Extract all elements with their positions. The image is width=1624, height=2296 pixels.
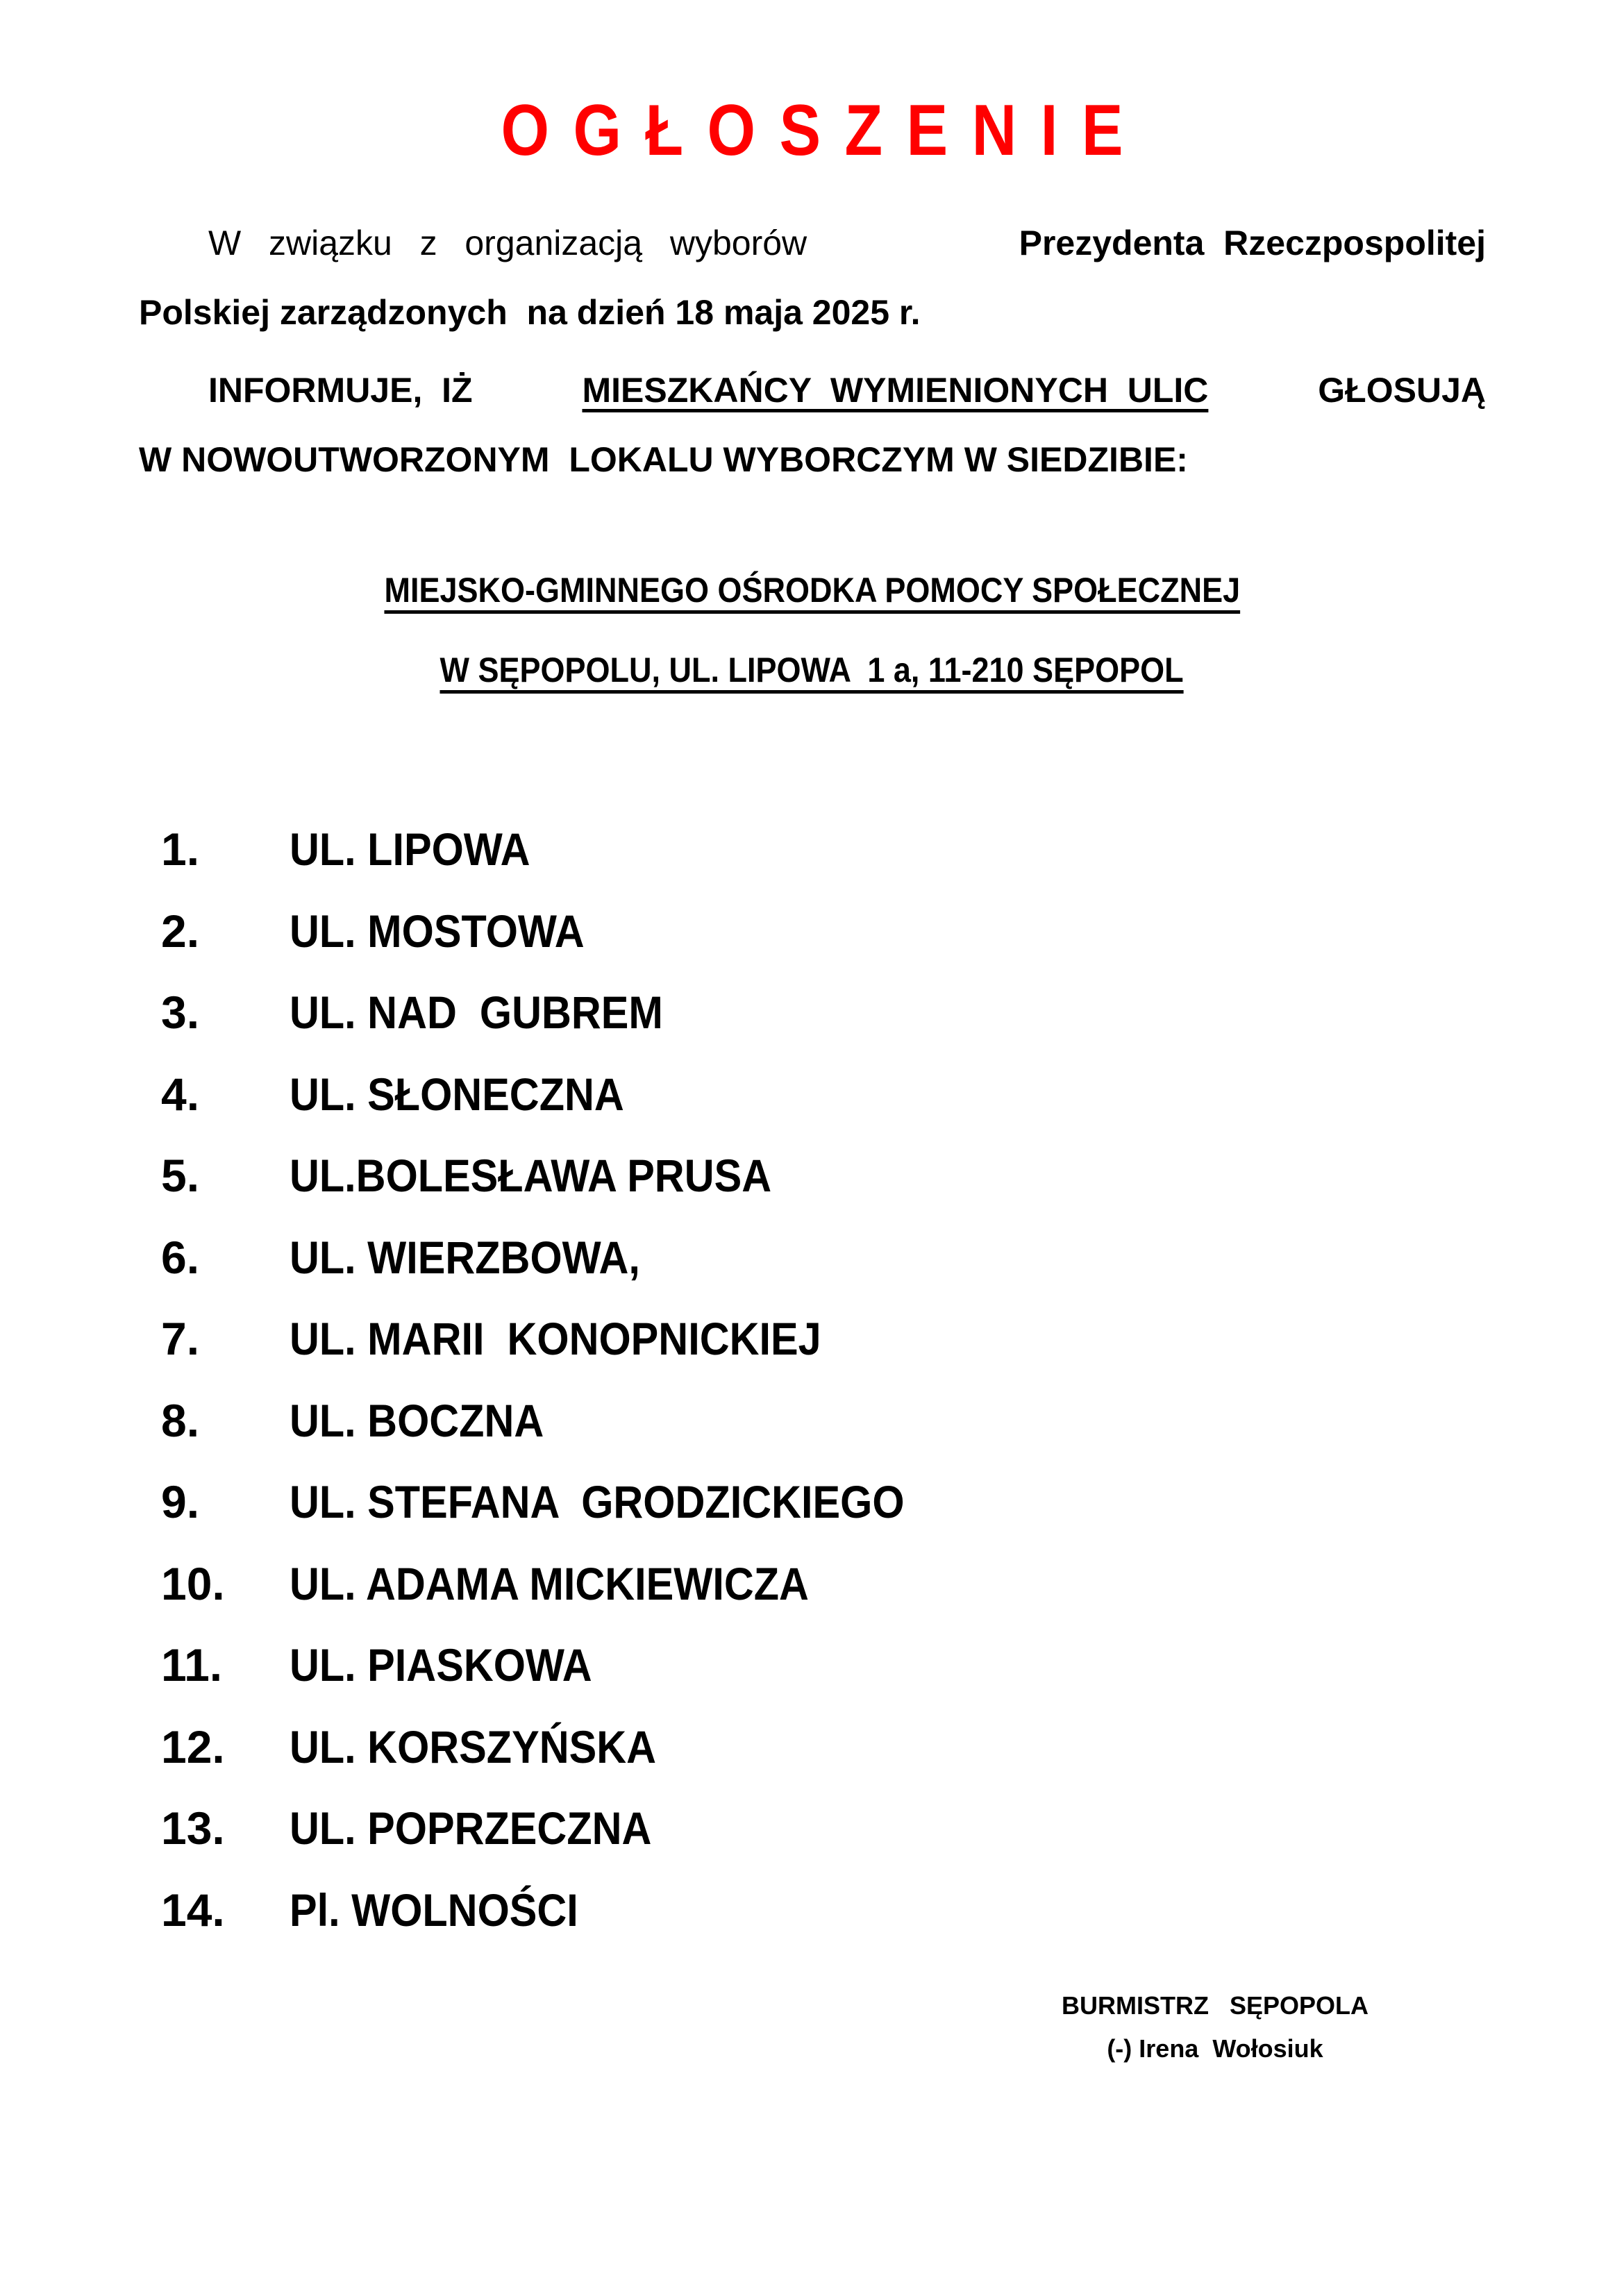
street-list-item <box>161 891 973 973</box>
street-list-item <box>161 1870 973 1952</box>
street-name: UL. MARII KONOPNICKIEJ <box>290 1313 821 1364</box>
street-number: 3. <box>161 987 200 1038</box>
street-name: UL. STEFANA GRODZICKIEGO <box>290 1476 905 1527</box>
intro-paragraph <box>139 208 1486 347</box>
street-name: Pl. WOLNOŚCI <box>290 1884 578 1936</box>
street-list <box>161 809 973 1951</box>
notice-prefix: INFORMUJE, IŻ <box>208 371 473 410</box>
street-name: UL. SŁONECZNA <box>290 1068 624 1120</box>
street-name: UL. POPRZECZNA <box>290 1802 652 1854</box>
street-list-item <box>161 1707 973 1788</box>
location-line-1 <box>0 555 1624 625</box>
street-name: UL. BOCZNA <box>290 1394 544 1446</box>
notice-underlined-text: MIESZKAŃCY WYMIENIONYCH ULIC <box>582 371 1209 410</box>
street-number: 7. <box>161 1313 200 1364</box>
intro-line-1 <box>139 208 1486 278</box>
street-name: UL.BOLESŁAWA PRUSA <box>290 1150 772 1201</box>
street-number: 13. <box>161 1802 225 1854</box>
street-number: 14. <box>161 1884 225 1936</box>
notice-suffix: GŁOSUJĄ <box>1318 371 1486 410</box>
street-list-item <box>161 1380 973 1462</box>
street-list-item <box>161 1217 973 1299</box>
street-number: 11. <box>161 1639 223 1691</box>
intro-line-2: Polskiej zarządzonych na dzień 18 maja 2025 r. <box>139 293 921 332</box>
signature-role: BURMISTRZ SĘPOPOLA <box>1061 1991 1369 2020</box>
street-number: 10. <box>161 1557 225 1609</box>
street-name: UL. LIPOWA <box>290 823 530 875</box>
street-list-item <box>161 1298 973 1380</box>
street-name: UL. KORSZYŃSKA <box>290 1720 657 1773</box>
street-name: UL. NAD GUBREM <box>290 987 663 1038</box>
street-list-item <box>161 1788 973 1870</box>
street-number: 1. <box>161 823 200 875</box>
street-list-item <box>161 1054 973 1136</box>
intro-regular-text: W związku z organizacją wyborów <box>208 224 807 262</box>
notice-line-1 <box>139 355 1486 425</box>
street-list-item <box>161 1543 973 1625</box>
street-number: 5. <box>161 1150 200 1201</box>
signature-name: (-) Irena Wołosiuk <box>1107 2034 1323 2063</box>
street-number: 4. <box>161 1068 200 1120</box>
notice-line-2: W NOWOUTWORZONYM LOKALU WYBORCZYM W SIEDZIBIE: <box>139 440 1188 479</box>
street-list-item <box>161 1135 973 1217</box>
street-number: 9. <box>161 1476 200 1527</box>
location-address: W SĘPOPOLU, UL. LIPOWA 1 a, 11-210 SĘPOPOL <box>440 651 1184 689</box>
street-list-item <box>161 1625 973 1707</box>
street-name: UL. WIERZBOWA, <box>290 1231 640 1283</box>
street-number: 12. <box>161 1720 225 1773</box>
street-list-item <box>161 809 973 891</box>
street-name: UL. MOSTOWA <box>290 905 585 957</box>
signature-block <box>1007 1984 1423 2070</box>
street-name: UL. ADAMA MICKIEWICZA <box>290 1557 809 1609</box>
street-number: 6. <box>161 1231 200 1283</box>
street-name: UL. PIASKOWA <box>290 1639 592 1691</box>
intro-bold-text: Prezydenta Rzeczpospolitej <box>1019 224 1486 262</box>
street-list-item <box>161 1461 973 1543</box>
announcement-title: OGŁOSZENIE <box>501 90 1147 171</box>
street-number: 2. <box>161 905 200 957</box>
location-line-2 <box>0 635 1624 705</box>
notice-paragraph <box>139 355 1486 494</box>
location-name: MIEJSKO-GMINNEGO OŚRODKA POMOCY SPOŁECZNEJ <box>384 571 1240 610</box>
street-list-item <box>161 972 973 1054</box>
street-number: 8. <box>161 1394 200 1446</box>
